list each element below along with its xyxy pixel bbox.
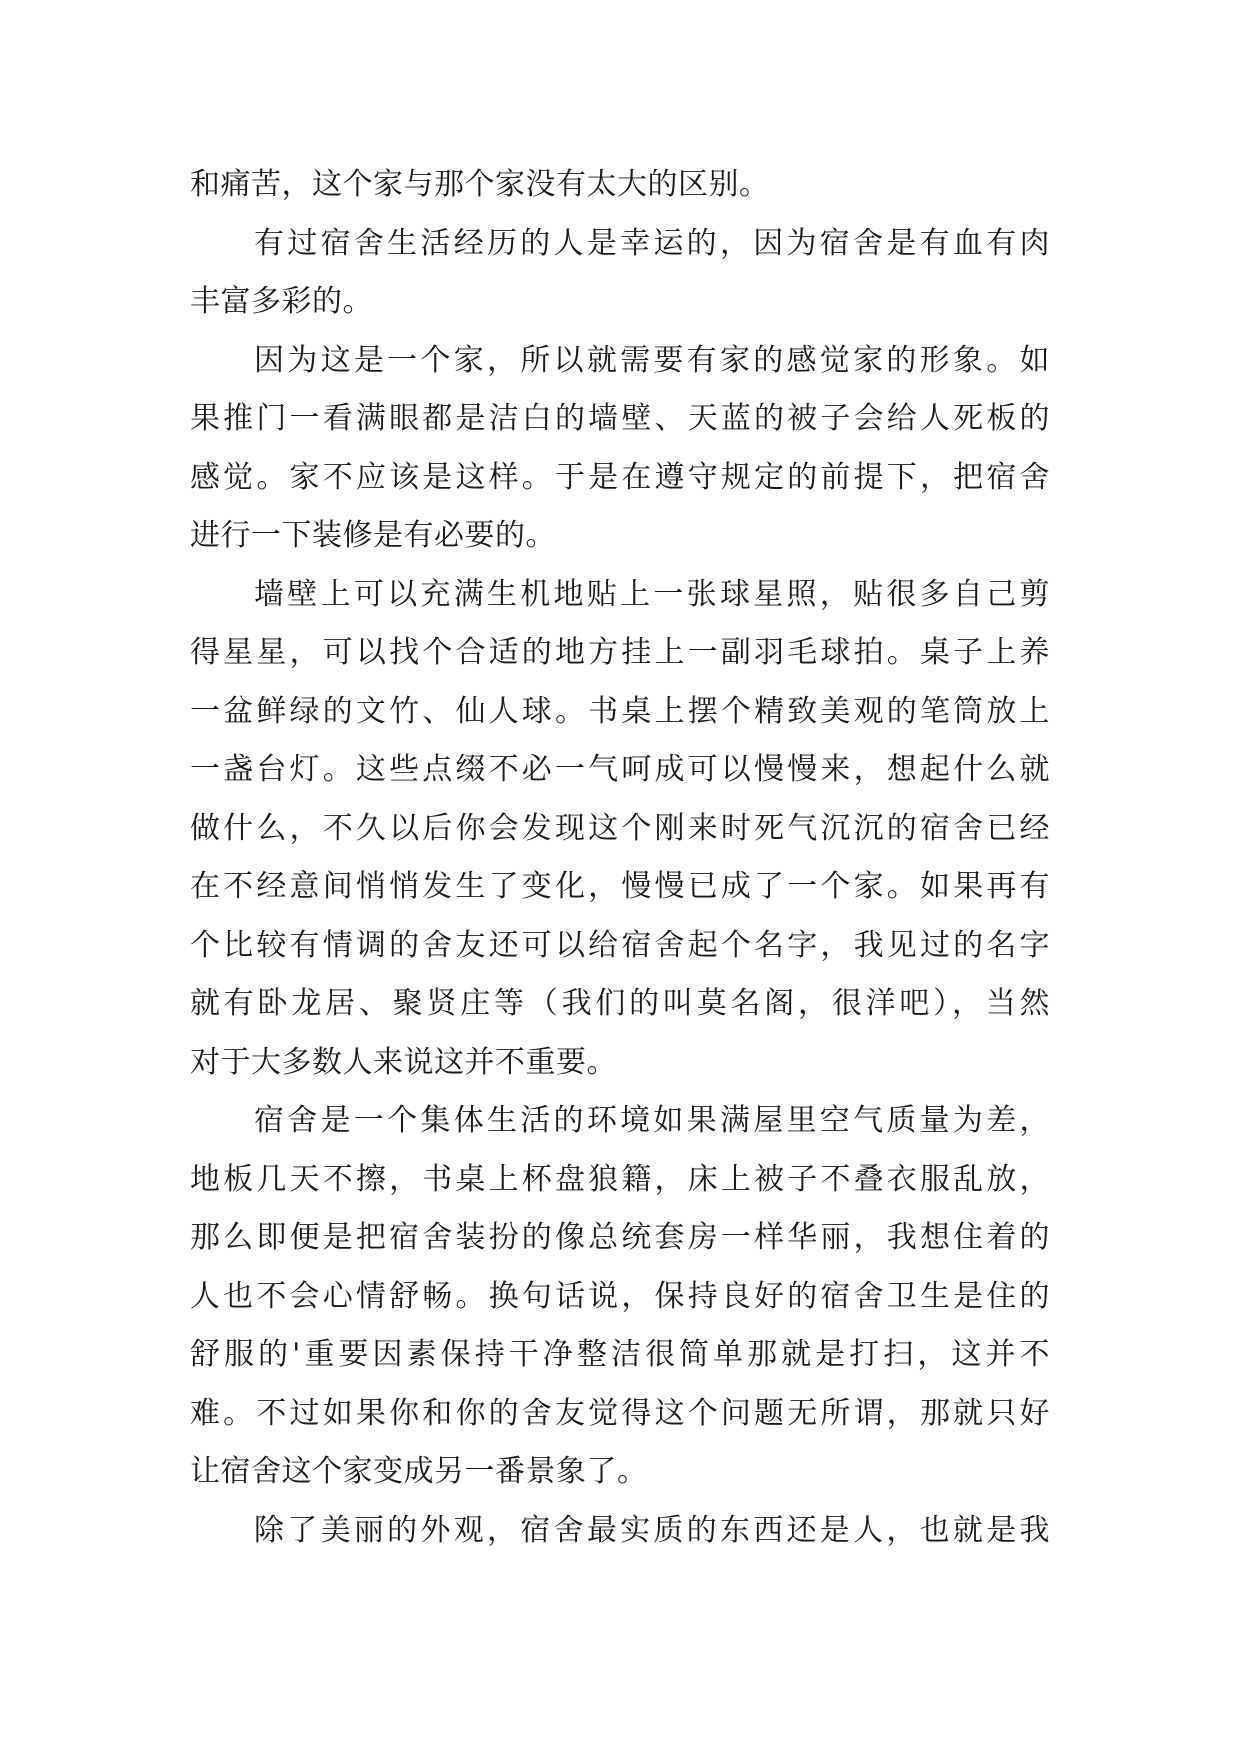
paragraph-line: 地板几天不擦，书桌上杯盘狼籍，床上被子不叠衣服乱放， bbox=[190, 1161, 1050, 1197]
paragraph-line: 一盆鲜绿的文竹、仙人球。书桌上摆个精致美观的笔筒放上 bbox=[190, 693, 1050, 729]
paragraph-line: 在不经意间悄悄发生了变化，慢慢已成了一个家。如果再有 bbox=[190, 869, 1050, 904]
paragraph-line: 有过宿舍生活经历的人是幸运的，因为宿舍是有血有肉 bbox=[254, 225, 1050, 261]
paragraph-line: 果推门一看满眼都是洁白的墙壁、天蓝的被子会给人死板的 bbox=[190, 401, 1050, 436]
paragraph-line: 就有卧龙居、聚贤庄等（我们的叫莫名阁，很洋吧），当然 bbox=[190, 986, 1050, 1021]
paragraph-line: 得星星，可以找个合适的地方挂上一副羽毛球拍。桌子上养 bbox=[190, 635, 1050, 670]
paragraph-line: 舒服的'重要因素保持干净整洁很简单那就是打扫，这并不 bbox=[190, 1337, 1050, 1372]
paragraph-line: 进行一下装修是有必要的。 bbox=[190, 518, 556, 553]
paragraph-line: 和痛苦，这个家与那个家没有太大的区别。 bbox=[190, 167, 770, 202]
paragraph-line: 难。不过如果你和你的舍友觉得这个问题无所谓，那就只好 bbox=[190, 1395, 1050, 1431]
paragraph-line: 一盏台灯。这些点缀不必一气呵成可以慢慢来，想起什么就 bbox=[190, 752, 1050, 787]
paragraph-line: 那么即便是把宿舍装扮的像总统套房一样华丽，我想住着的 bbox=[190, 1220, 1050, 1255]
paragraph-line: 人也不会心情舒畅。换句话说，保持良好的宿舍卫生是住的 bbox=[190, 1278, 1050, 1314]
paragraph-line: 除了美丽的外观，宿舍最实质的东西还是人，也就是我 bbox=[254, 1512, 1050, 1548]
paragraph-line: 对于大多数人来说这并不重要。 bbox=[190, 1044, 617, 1080]
paragraph-line: 感觉。家不应该是这样。于是在遵守规定的前提下，把宿舍 bbox=[190, 459, 1050, 495]
paragraph-line: 个比较有情调的舍友还可以给宿舍起个名字，我见过的名字 bbox=[190, 927, 1050, 963]
paragraph-line: 做什么，不久以后你会发现这个刚来时死气沉沉的宿舍已经 bbox=[190, 810, 1050, 846]
paragraph-line: 墙壁上可以充满生机地贴上一张球星照，贴很多自己剪 bbox=[254, 576, 1050, 612]
paragraph-line: 因为这是一个家，所以就需要有家的感觉家的形象。如 bbox=[254, 342, 1050, 378]
paragraph-line: 丰富多彩的。 bbox=[190, 284, 373, 319]
paragraph-line: 让宿舍这个家变成另一番景象了。 bbox=[190, 1454, 648, 1489]
paragraph-line: 宿舍是一个集体生活的环境如果满屋里空气质量为差， bbox=[254, 1103, 1050, 1138]
